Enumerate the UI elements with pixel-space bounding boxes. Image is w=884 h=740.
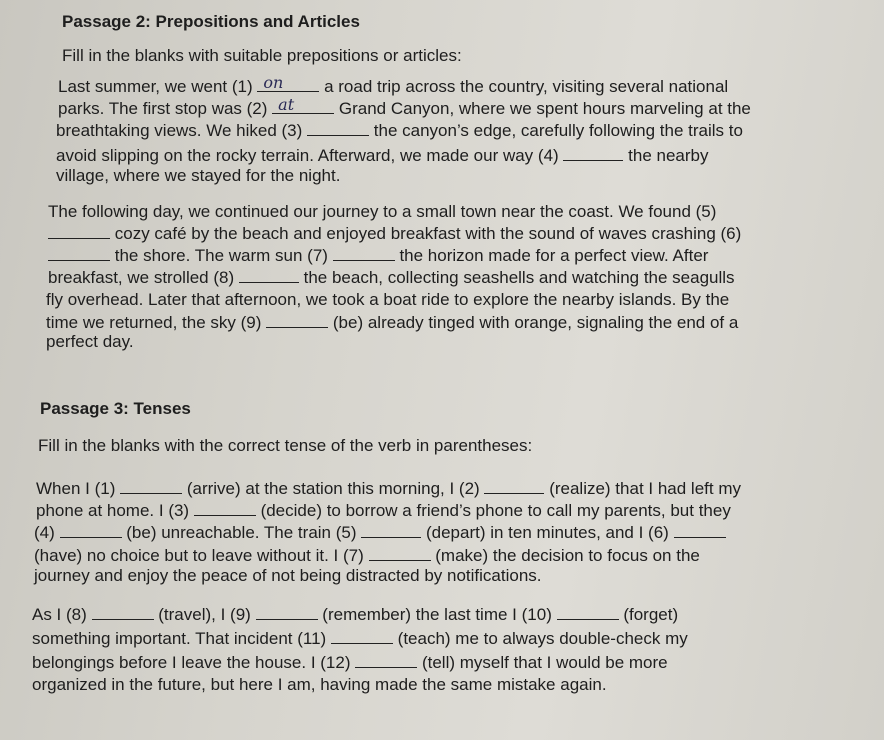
- text: (remember) the last time I (10): [322, 605, 552, 624]
- text: (decide) to borrow a friend’s phone to call my parents, but they: [260, 501, 731, 520]
- blank-4[interactable]: [563, 145, 623, 161]
- blank-5[interactable]: [48, 223, 110, 239]
- p3-line-7: [32, 628, 688, 649]
- p3-line-5: journey and enjoy the peace of not being distracted by notifications.: [34, 566, 542, 585]
- passage3-title: Passage 3: Tenses: [40, 399, 191, 418]
- text: breakfast, we strolled (8): [48, 268, 235, 287]
- blank-t12[interactable]: [355, 652, 417, 668]
- blank-t7[interactable]: [369, 545, 431, 561]
- blank-t4[interactable]: [60, 522, 122, 538]
- blank-1[interactable]: [257, 73, 319, 92]
- p2-line-5: village, where we stayed for the night.: [56, 166, 341, 185]
- blank-2[interactable]: [272, 95, 334, 114]
- blank-9[interactable]: [266, 312, 328, 328]
- text: As I (8): [32, 605, 87, 624]
- blank-3[interactable]: [307, 120, 369, 136]
- text: the canyon’s edge, carefully following the trails to: [373, 121, 743, 140]
- p3-line-4: [34, 545, 700, 566]
- blank-t2[interactable]: [484, 478, 544, 494]
- text: a road trip across the country, visiting several national: [324, 77, 729, 96]
- text: (travel), I (9): [158, 605, 251, 624]
- passage3-instruction: Fill in the blanks with the correct tense of the verb in parentheses:: [38, 436, 533, 455]
- text: (teach) me to always double-check my: [397, 629, 688, 648]
- p2-line-12: perfect day.: [46, 332, 134, 351]
- text: (arrive) at the station this morning, I (2): [186, 479, 480, 498]
- p2-line-4: [56, 145, 709, 166]
- text: (4): [34, 523, 55, 542]
- p2-line-7: [48, 223, 741, 244]
- p3-line-1: [36, 478, 741, 499]
- blank-8[interactable]: [239, 267, 299, 283]
- p2-line-1: [58, 73, 729, 97]
- text: (forget): [623, 605, 679, 624]
- handwritten-answer-1: on: [263, 73, 284, 92]
- blank-t5[interactable]: [361, 522, 421, 538]
- p3-line-2: [36, 500, 731, 521]
- text: belongings before I leave the house. I (12): [32, 653, 351, 672]
- p2-line-9: [48, 267, 735, 288]
- text: the horizon made for a perfect view. After: [399, 246, 709, 265]
- text: Last summer, we went (1): [58, 77, 253, 96]
- p3-line-3: [34, 522, 726, 543]
- text: breathtaking views. We hiked (3): [56, 121, 303, 140]
- blank-t6[interactable]: [674, 522, 726, 538]
- passage2-title: Passage 2: Prepositions and Articles: [62, 12, 360, 31]
- p2-line-2: [58, 95, 751, 119]
- blank-t1[interactable]: [120, 478, 182, 494]
- text: the nearby: [628, 146, 709, 165]
- text: the shore. The warm sun (7): [114, 246, 328, 265]
- text: (be) already tinged with orange, signaling the end of a: [332, 313, 739, 332]
- blank-7[interactable]: [333, 245, 395, 261]
- passage2-instruction: Fill in the blanks with suitable prepositions or articles:: [62, 46, 462, 65]
- p2-line-8: [48, 245, 708, 266]
- blank-t9[interactable]: [256, 604, 318, 620]
- text: (make) the decision to focus on the: [435, 546, 700, 565]
- blank-t3[interactable]: [194, 500, 256, 516]
- p2-line-6: The following day, we continued our journey to a small town near the coast. We found (5): [48, 202, 717, 221]
- blank-t11[interactable]: [331, 628, 393, 644]
- p3-line-6: [32, 604, 678, 625]
- text: parks. The first stop was (2): [58, 99, 268, 118]
- text: something important. That incident (11): [32, 629, 327, 648]
- text: (be) unreachable. The train (5): [126, 523, 357, 542]
- blank-t10[interactable]: [557, 604, 619, 620]
- p3-line-9: organized in the future, but here I am, having made the same mistake again.: [32, 675, 607, 694]
- text: (tell) myself that I would be more: [421, 653, 668, 672]
- text: cozy café by the beach and enjoyed breakfast with the sound of waves crashing (6): [114, 224, 742, 243]
- blank-t8[interactable]: [92, 604, 154, 620]
- text: (depart) in ten minutes, and I (6): [425, 523, 669, 542]
- text: the beach, collecting seashells and watching the seagulls: [303, 268, 735, 287]
- text: avoid slipping on the rocky terrain. Afterward, we made our way (4): [56, 146, 559, 165]
- handwritten-answer-2: at: [278, 95, 295, 114]
- text: time we returned, the sky (9): [46, 313, 262, 332]
- p2-line-11: [46, 312, 738, 333]
- text: When I (1): [36, 479, 116, 498]
- text: Grand Canyon, where we spent hours marveling at the: [338, 99, 751, 118]
- p2-line-10: fly overhead. Later that afternoon, we took a boat ride to explore the nearby islands. By the: [46, 290, 730, 309]
- text: phone at home. I (3): [36, 501, 190, 520]
- text: (realize) that I had left my: [549, 479, 741, 498]
- p3-line-8: [32, 652, 668, 673]
- p2-line-3: [56, 120, 743, 141]
- text: (have) no choice but to leave without it. I (7): [34, 546, 364, 565]
- blank-6[interactable]: [48, 245, 110, 261]
